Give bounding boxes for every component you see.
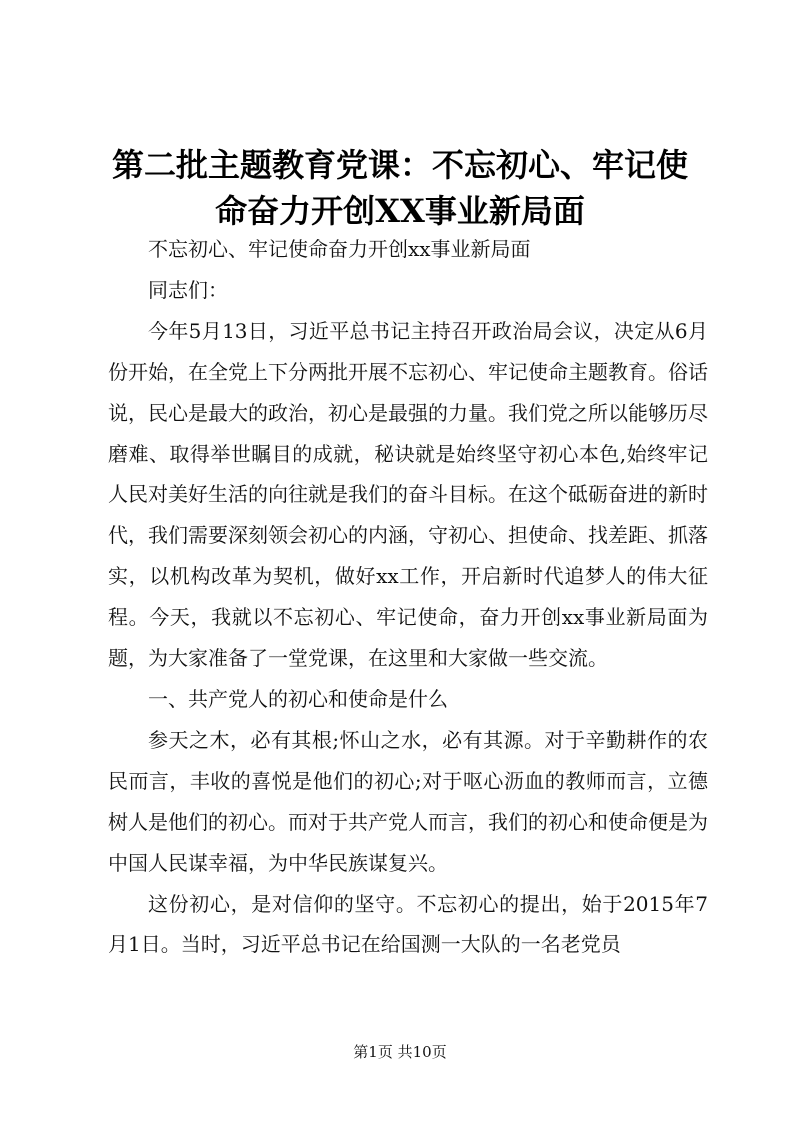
- salutation-paragraph: 同志们：: [148, 277, 228, 302]
- body-paragraph: 这份初心，是对信仰的坚守。不忘初心的提出，始于2015年7月1日。当时，习近平总书记在给国测一大队的一名老党员: [108, 891, 708, 957]
- section-heading: 一、共产党人的初心和使命是什么: [148, 686, 448, 711]
- document-title: 第二批主题教育党课：不忘初心、牢记使命奋力开创XX事业新局面: [111, 146, 688, 230]
- body-paragraph: 参天之木，必有其根;怀山之水，必有其源。对于辛勤耕作的农民而言，丰收的喜悦是他们的初心;对于呕心沥血的教师而言，立德树人是他们的初心。而对于共产党人而言，我们的初心和使命便是为中国人民谋幸福，为中华民族谋复兴。: [108, 727, 708, 875]
- intro-paragraph: 今年5月13日，习近平总书记主持召开政治局会议，决定从6月份开始，在全党上下分两批开展不忘初心、牢记使命主题教育。俗话说，民心是最大的政治，初心是最强的力量。我们党之所以能够历尽磨难、取得举世瞩目的成就，秘诀就是始终坚守初心本色,始终牢记人民对美好生活的向往就是我们的奋斗目标。在这个砥砺奋进的新时代，我们需要深刻领会初心的内涵，守初心、担使命、找差距、抓落实，以机构改革为契机，做好xx工作，开启新时代追梦人的伟大征程。今天，我就以不忘初心、牢记使命，奋力开创xx事业新局面为题，为大家准备了一堂党课，在这里和大家做一些交流。: [108, 318, 708, 671]
- document-body: [108, 229, 708, 965]
- subtitle-paragraph: 不忘初心、牢记使命奋力开创xx事业新局面: [148, 237, 531, 261]
- page-footer: 第1页 共10页: [353, 1043, 447, 1061]
